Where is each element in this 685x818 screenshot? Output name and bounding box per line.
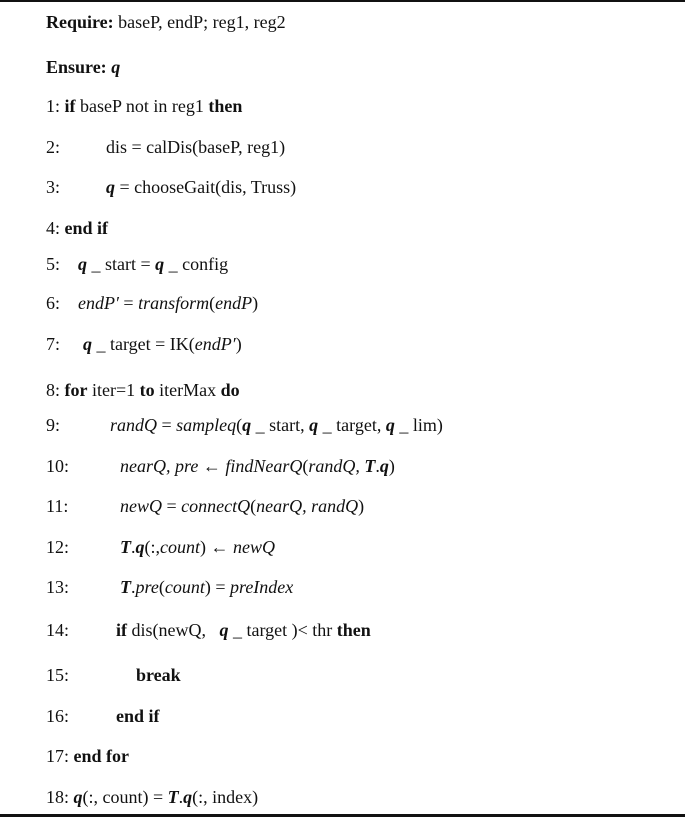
keyword-then: then — [336, 620, 371, 640]
line-text: nearQ, randQ — [256, 496, 359, 516]
line-text: dis = calDis(baseP, reg1) — [106, 137, 286, 157]
line-text: endP′ — [194, 334, 236, 354]
line-number: 18: — [46, 787, 70, 807]
line-text: dis(newQ, — [127, 620, 220, 640]
line-text: count — [164, 577, 205, 597]
line-text: _ start = — [87, 254, 156, 274]
line-text: ) — [358, 496, 365, 516]
var-q: q — [385, 415, 395, 435]
line-number: 10: — [46, 456, 70, 476]
line-4 — [46, 217, 108, 239]
var-q: q — [379, 456, 389, 476]
line-text: findNearQ — [225, 456, 303, 476]
line-5 — [46, 253, 228, 275]
line-text: = — [118, 293, 139, 313]
line-number: 12: — [46, 537, 70, 557]
line-text: pre — [135, 577, 159, 597]
line-text: ) — [388, 456, 395, 476]
var-q: q — [309, 415, 319, 435]
line-17 — [46, 745, 129, 767]
line-12 — [46, 536, 275, 558]
require-line — [46, 11, 286, 33]
line-number: 1: — [46, 96, 61, 116]
line-text: . — [178, 787, 184, 807]
line-text: _ lim) — [394, 415, 443, 435]
line-text: preIndex — [229, 577, 294, 597]
line-text: ( — [236, 415, 243, 435]
ensure-label: Ensure: — [46, 57, 107, 77]
line-18 — [46, 786, 258, 808]
keyword-break: break — [136, 665, 181, 685]
line-text: connectQ — [181, 496, 251, 516]
line-text: baseP not in reg1 — [75, 96, 209, 116]
line-number: 7: — [46, 334, 61, 354]
line-2 — [46, 136, 285, 158]
top-rule — [0, 0, 685, 2]
line-8 — [46, 379, 240, 401]
keyword-to: to — [139, 380, 155, 400]
line-number: 17: — [46, 746, 70, 766]
keyword-do: do — [220, 380, 240, 400]
var-q: q — [183, 787, 193, 807]
line-text: ( — [302, 456, 309, 476]
line-number: 6: — [46, 293, 61, 313]
require-text: baseP, endP; reg1, reg2 — [113, 12, 286, 32]
line-13 — [46, 576, 293, 598]
line-text: (:, count) = — [82, 787, 168, 807]
line-1 — [46, 95, 242, 117]
line-text: randQ, — [308, 456, 365, 476]
line-text: iter=1 — [87, 380, 140, 400]
line-number: 2: — [46, 137, 61, 157]
line-text: iterMax — [154, 380, 221, 400]
var-T: T — [120, 537, 131, 557]
line-text: _ target )< thr — [228, 620, 337, 640]
var-q: q — [73, 787, 83, 807]
line-text: newQ — [120, 496, 162, 516]
line-11 — [46, 495, 364, 517]
keyword-end-for: end for — [73, 746, 130, 766]
line-number: 11: — [46, 496, 69, 516]
line-text: _ target = IK( — [92, 334, 195, 354]
keyword-end-if: end if — [116, 706, 160, 726]
line-text: (:, index) — [192, 787, 259, 807]
line-9 — [46, 414, 443, 436]
line-number: 14: — [46, 620, 70, 640]
line-10 — [46, 455, 395, 477]
line-number: 16: — [46, 706, 70, 726]
line-text: = — [157, 415, 177, 435]
line-text: . — [131, 537, 136, 557]
line-text: randQ — [110, 415, 158, 435]
line-number: 9: — [46, 415, 61, 435]
line-7 — [46, 333, 242, 355]
var-T: T — [364, 456, 376, 476]
var-T: T — [120, 577, 131, 597]
line-text: ( — [158, 577, 165, 597]
line-text: _ config — [164, 254, 229, 274]
line-number: 5: — [46, 254, 61, 274]
line-text: ) = — [204, 577, 230, 597]
ensure-line — [46, 56, 120, 78]
line-16 — [46, 705, 160, 727]
line-3 — [46, 176, 296, 198]
require-label: Require: — [46, 12, 114, 32]
var-q: q — [135, 537, 145, 557]
bottom-rule — [0, 814, 685, 817]
line-text: transform — [138, 293, 210, 313]
line-text: endP′ — [78, 293, 119, 313]
line-text: ( — [209, 293, 216, 313]
line-text: (:, — [144, 537, 160, 557]
line-text: ) — [235, 334, 242, 354]
line-text: ) ← — [200, 537, 233, 557]
line-text: _ start, — [251, 415, 310, 435]
line-number: 15: — [46, 665, 70, 685]
keyword-end-if: end if — [64, 218, 109, 238]
var-q: q — [242, 415, 252, 435]
var-q: q — [155, 254, 165, 274]
keyword-then: then — [208, 96, 243, 116]
keyword-for: for — [64, 380, 88, 400]
line-text: ( — [250, 496, 257, 516]
ensure-var: q — [111, 57, 121, 77]
line-text: . — [131, 577, 136, 597]
var-q: q — [106, 177, 115, 197]
var-q: q — [78, 254, 87, 274]
line-text: _ target, — [318, 415, 386, 435]
line-6 — [46, 292, 258, 314]
line-text: endP — [215, 293, 253, 313]
line-text: ← — [198, 456, 226, 476]
line-text: sampleq — [176, 415, 237, 435]
line-text: ) — [252, 293, 259, 313]
line-text: newQ — [233, 537, 275, 557]
var-q: q — [83, 334, 92, 354]
line-number: 13: — [46, 577, 70, 597]
line-text: = chooseGait(dis, Truss) — [115, 177, 297, 197]
keyword-if: if — [116, 620, 127, 640]
var-q: q — [219, 620, 229, 640]
line-number: 4: — [46, 218, 61, 238]
line-text: . — [375, 456, 380, 476]
line-text: nearQ, pre — [120, 456, 199, 476]
var-T: T — [167, 787, 179, 807]
keyword-if: if — [64, 96, 76, 116]
line-14 — [46, 619, 371, 641]
line-number: 3: — [46, 177, 61, 197]
line-text: = — [162, 496, 182, 516]
line-number: 8: — [46, 380, 61, 400]
line-text: count — [160, 537, 200, 557]
line-15 — [46, 664, 181, 686]
